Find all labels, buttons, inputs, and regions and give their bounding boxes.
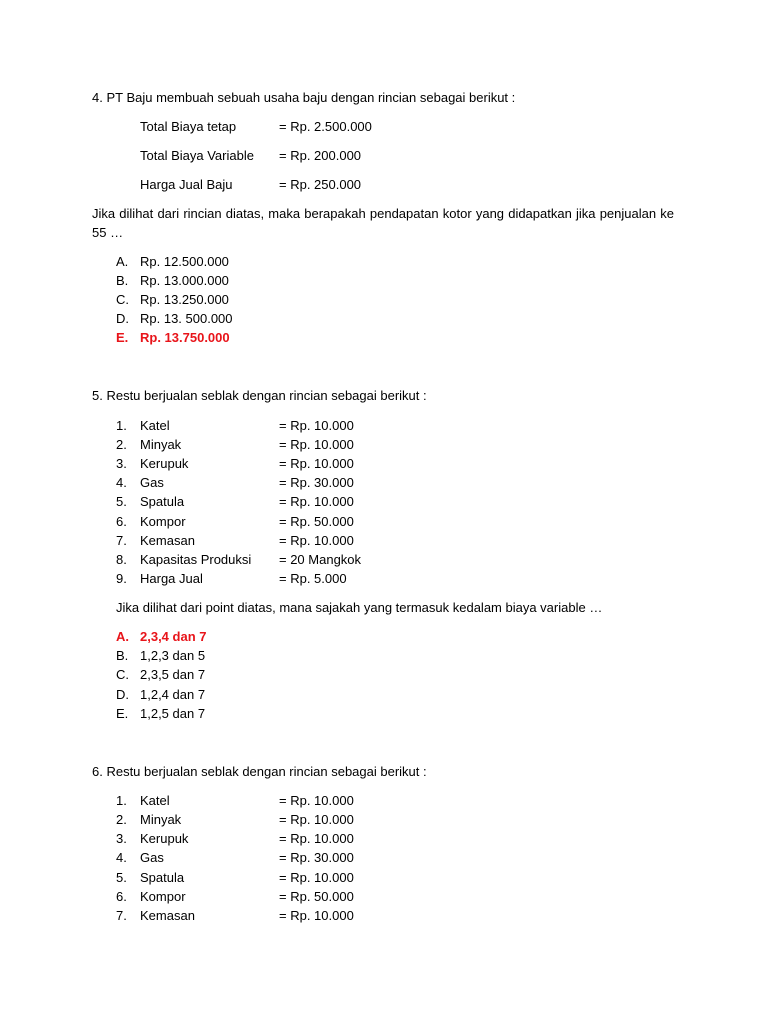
q4-question: Jika dilihat dari rincian diatas, maka berapakah pendapatan kotor yang didapatkan jika penjualan ke 55 …: [92, 206, 674, 240]
item-number: 6.: [116, 889, 127, 904]
item-number: 7.: [116, 908, 127, 923]
item-number: 4.: [116, 850, 127, 865]
item-label: Spatula: [140, 870, 185, 885]
option-text: Rp. 12.500.000: [140, 254, 229, 269]
item-label: Kapasitas Produksi: [140, 552, 252, 567]
q5-option-b: [0, 646, 768, 665]
q5-option-e: [0, 704, 768, 723]
q5-option-c: [0, 665, 768, 684]
q4-option-e-correct: [0, 328, 768, 347]
item-value: = Rp. 10.000: [279, 456, 354, 471]
item-number: 7.: [116, 533, 127, 548]
item-value: = Rp. 10.000: [279, 831, 354, 846]
q6-item-row: [0, 887, 768, 906]
q4-detail-value: = Rp. 2.500.000: [279, 119, 372, 134]
item-label: Kemasan: [140, 533, 195, 548]
option-letter: B.: [116, 273, 129, 288]
item-number: 1.: [116, 418, 127, 433]
q4-title: 4. PT Baju membuah sebuah usaha baju dengan rincian sebagai berikut :: [92, 90, 516, 105]
q5-item-row: [0, 512, 768, 531]
q5-item-row: [0, 473, 768, 492]
item-number: 1.: [116, 793, 127, 808]
item-label: Spatula: [140, 494, 185, 509]
item-label: Minyak: [140, 812, 182, 827]
q4-detail-label: Total Biaya tetap: [140, 119, 237, 134]
option-letter: E.: [116, 706, 129, 721]
q4-detail-value: = Rp. 200.000: [279, 148, 362, 163]
q5-item-row: [0, 435, 768, 454]
q4-detail-label: Total Biaya Variable: [140, 148, 254, 163]
q4-detail-row: [0, 146, 768, 165]
item-label: Gas: [140, 850, 164, 865]
item-label: Kemasan: [140, 908, 195, 923]
item-value: = Rp. 10.000: [279, 533, 354, 548]
q5-option-d: [0, 685, 768, 704]
item-label: Gas: [140, 475, 164, 490]
item-number: 2.: [116, 437, 127, 452]
item-number: 6.: [116, 514, 127, 529]
q5-item-row: [0, 531, 768, 550]
option-text: 1,2,4 dan 7: [140, 687, 206, 702]
item-label: Kerupuk: [140, 831, 189, 846]
q4-option-c: [0, 290, 768, 309]
item-number: 3.: [116, 831, 127, 846]
option-letter: B.: [116, 648, 129, 663]
item-number: 3.: [116, 456, 127, 471]
q6-item-row: [0, 906, 768, 925]
q5-item-row: [0, 569, 768, 588]
item-value: = Rp. 50.000: [279, 514, 354, 529]
q6-item-row: [0, 810, 768, 829]
q5-question: Jika dilihat dari point diatas, mana sajakah yang termasuk kedalam biaya variable …: [116, 600, 603, 615]
item-value: = Rp. 10.000: [279, 418, 354, 433]
option-letter: C.: [116, 667, 129, 682]
q5-item-row: [0, 550, 768, 569]
item-number: 2.: [116, 812, 127, 827]
option-letter: D.: [116, 311, 129, 326]
item-label: Katel: [140, 418, 170, 433]
option-text: 2,3,4 dan 7: [140, 629, 207, 644]
q4-option-a: [0, 252, 768, 271]
q5-item-row: [0, 492, 768, 511]
item-value: = Rp. 10.000: [279, 437, 354, 452]
q6-title: 6. Restu berjualan seblak dengan rincian sebagai berikut :: [92, 764, 427, 779]
option-text: 1,2,5 dan 7: [140, 706, 206, 721]
option-text: Rp. 13.000.000: [140, 273, 229, 288]
item-number: 9.: [116, 571, 127, 586]
item-number: 4.: [116, 475, 127, 490]
option-text: 2,3,5 dan 7: [140, 667, 206, 682]
option-letter: A.: [116, 629, 129, 644]
q4-detail-label: Harga Jual Baju: [140, 177, 233, 192]
option-letter: D.: [116, 687, 129, 702]
option-letter: A.: [116, 254, 129, 269]
item-value: = Rp. 5.000: [279, 571, 347, 586]
option-letter: E.: [116, 330, 129, 345]
item-value: = Rp. 10.000: [279, 494, 354, 509]
option-text: 1,2,3 dan 5: [140, 648, 206, 663]
q4-detail-value: = Rp. 250.000: [279, 177, 362, 192]
q6-item-row: [0, 868, 768, 887]
option-text: Rp. 13.250.000: [140, 292, 229, 307]
q4-option-d: [0, 309, 768, 328]
item-value: = Rp. 30.000: [279, 475, 354, 490]
option-text: Rp. 13. 500.000: [140, 311, 233, 326]
item-value: = Rp. 10.000: [279, 793, 354, 808]
item-value: = Rp. 30.000: [279, 850, 354, 865]
item-number: 5.: [116, 870, 127, 885]
item-label: Kompor: [140, 889, 186, 904]
q4-option-b: [0, 271, 768, 290]
q6-item-row: [0, 791, 768, 810]
item-label: Harga Jual: [140, 571, 203, 586]
q5-title: 5. Restu berjualan seblak dengan rincian sebagai berikut :: [92, 388, 427, 403]
item-number: 8.: [116, 552, 127, 567]
option-letter: C.: [116, 292, 129, 307]
item-label: Katel: [140, 793, 170, 808]
item-value: = 20 Mangkok: [279, 552, 362, 567]
item-label: Kerupuk: [140, 456, 189, 471]
item-value: = Rp. 10.000: [279, 908, 354, 923]
q4-detail-row: [0, 175, 768, 194]
q5-option-a-correct: [0, 627, 768, 646]
q6-item-row: [0, 829, 768, 848]
q6-item-row: [0, 848, 768, 867]
item-label: Minyak: [140, 437, 182, 452]
item-value: = Rp. 50.000: [279, 889, 354, 904]
item-value: = Rp. 10.000: [279, 870, 354, 885]
item-label: Kompor: [140, 514, 186, 529]
option-text: Rp. 13.750.000: [140, 330, 230, 345]
q5-item-row: [0, 454, 768, 473]
q5-item-row: [0, 416, 768, 435]
item-value: = Rp. 10.000: [279, 812, 354, 827]
q4-detail-row: [0, 117, 768, 136]
item-number: 5.: [116, 494, 127, 509]
